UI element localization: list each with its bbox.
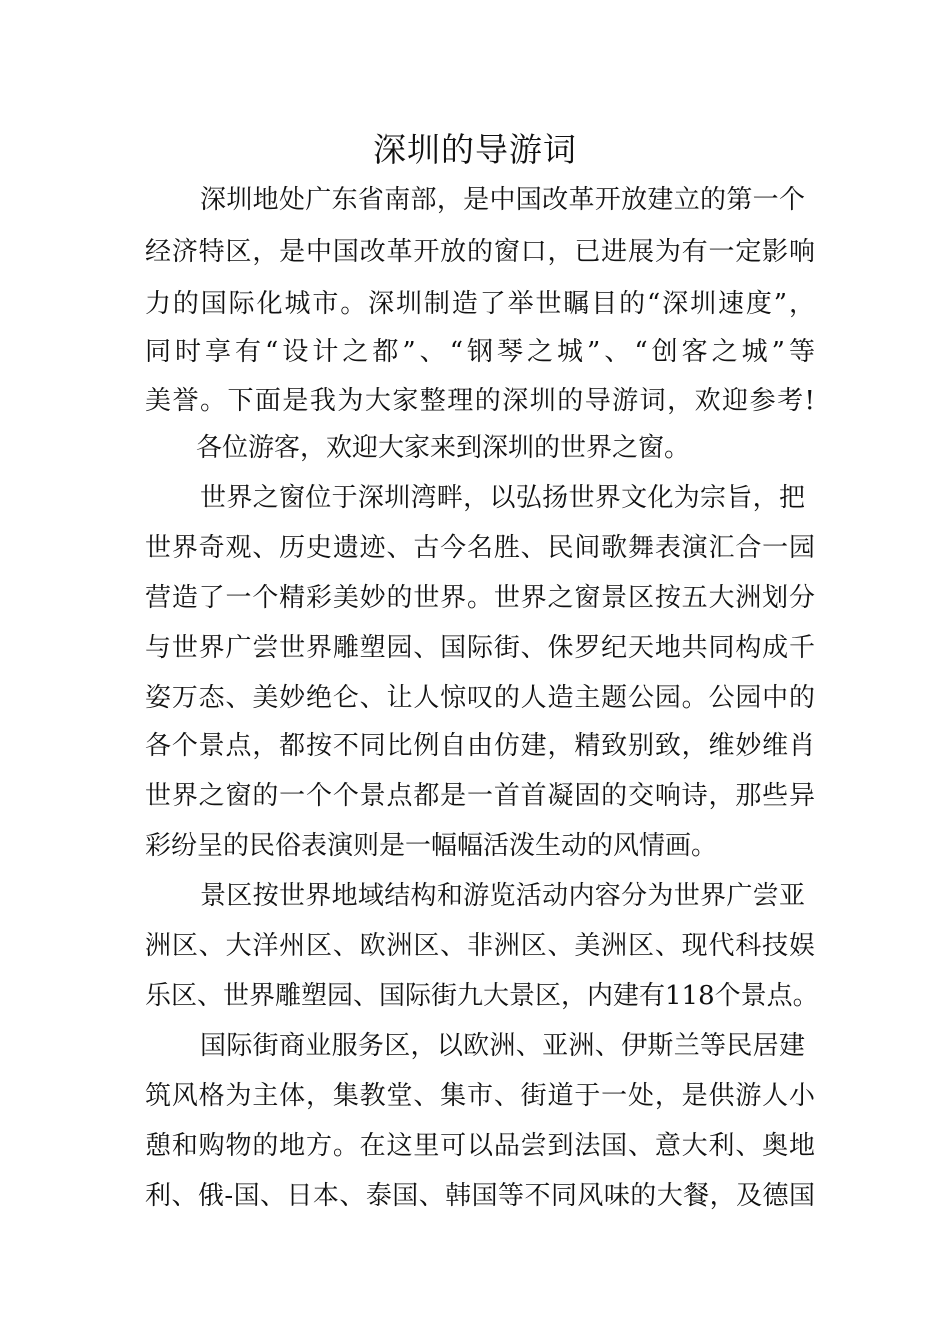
text-line: 国际街商业服务区，以欧洲、亚洲、伊斯兰等民居建 — [200, 1031, 805, 1061]
text-line: 经济特区，是中国改革开放的窗口，已进展为有一定影响 — [145, 237, 815, 267]
document-title: 深圳的导游词 — [373, 130, 577, 169]
text-line: 憩和购物的地方。在这里可以品尝到法国、意大利、奥地 — [145, 1131, 815, 1161]
text-line: 同时享有“设计之都”、“钢琴之城”、“创客之城”等 — [145, 337, 815, 367]
text-line: 深圳地处广东省南部，是中国改革开放建立的第一个 — [200, 185, 805, 215]
text-line: 姿万态、美妙绝仑、让人惊叹的人造主题公园。公园中的 — [145, 683, 815, 713]
text-line: 各位游客，欢迎大家来到深圳的世界之窗。 — [196, 433, 691, 463]
text-line: 力的国际化城市。深圳制造了举世瞩目的“深圳速度”， — [145, 289, 815, 319]
text-line: 各个景点，都按不同比例自由仿建，精致别致，维妙维肖 — [145, 731, 815, 761]
text-line: 乐区、世界雕塑园、国际街九大景区，内建有118个景点。 — [145, 981, 819, 1011]
text-line: 世界之窗位于深圳湾畔，以弘扬世界文化为宗旨，把 — [200, 483, 805, 513]
text-line: 世界奇观、历史遗迹、古今名胜、民间歌舞表演汇合一园 — [145, 533, 815, 563]
text-line: 美誉。下面是我为大家整理的深圳的导游词，欢迎参考! — [145, 386, 815, 416]
text-line: 营造了一个精彩美妙的世界。世界之窗景区按五大洲划分 — [145, 583, 815, 613]
text-line: 洲区、大洋州区、欧洲区、非洲区、美洲区、现代科技娱 — [145, 931, 815, 961]
text-line: 景区按世界地域结构和游览活动内容分为世界广尝亚 — [200, 881, 805, 911]
text-line: 世界之窗的一个个景点都是一首首凝固的交响诗，那些异 — [145, 781, 815, 811]
text-line: 彩纷呈的民俗表演则是一幅幅活泼生动的风情画。 — [145, 831, 718, 861]
text-line: 利、俄-国、日本、泰国、韩国等不同风味的大餐，及德国 — [145, 1181, 815, 1211]
text-line: 与世界广尝世界雕塑园、国际街、侏罗纪天地共同构成千 — [145, 633, 815, 663]
text-line: 筑风格为主体，集教堂、集市、街道于一处，是供游人小 — [145, 1081, 815, 1111]
